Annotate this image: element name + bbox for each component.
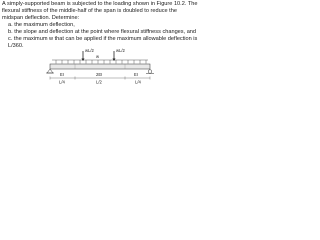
distributed-load-arrows [52,60,148,64]
problem-intro: A simply-supported beam is subjected to the loading shown in Figure 10.2. The flexural stiffness of the middle-half of the span is doubled to reduce the midspan deflection. Determine: [2,1,198,21]
segment-2-length: L/2 [96,79,102,85]
point-load-right-label: wL/2 [116,48,125,53]
task-b: b. the slope and deflection at the point where flexural stiffness changes, and [8,29,197,35]
segment-3-stiffness: EI [134,72,138,77]
segment-1-length: L/4 [59,79,65,85]
task-c: c. the maximum w that can be applied if the maximum allowable deflection is L/360. [8,36,198,49]
pin-support-left [47,69,53,73]
point-load-left-arrowhead [82,59,85,62]
point-load-right-arrowhead [113,59,116,62]
segment-1-stiffness: EI [60,72,64,77]
udl-label: w [96,54,100,59]
beam-figure [0,0,200,86]
task-a: a. the maximum deflection, [8,22,75,28]
point-load-left-label: wL/2 [85,48,94,53]
segment-2-stiffness: 2EI [96,72,103,77]
roller-support-right [148,70,152,74]
beam [50,64,150,69]
segment-3-length: L/4 [135,79,141,85]
